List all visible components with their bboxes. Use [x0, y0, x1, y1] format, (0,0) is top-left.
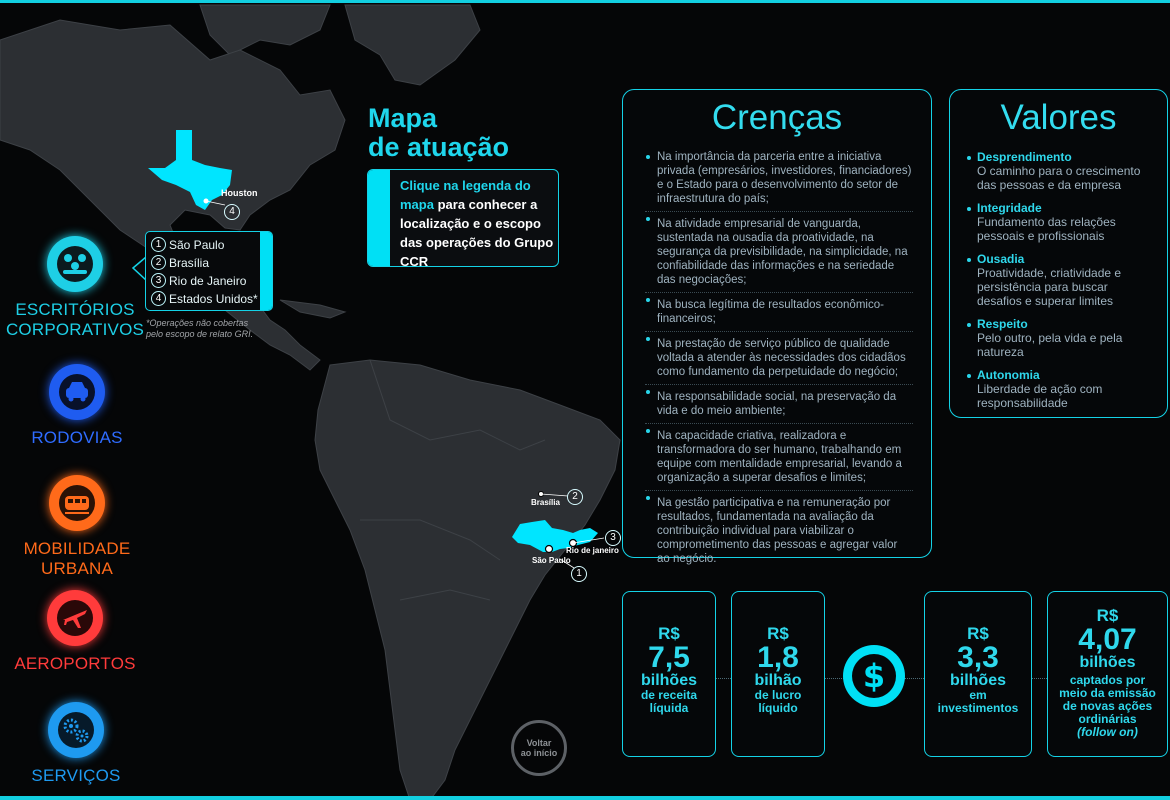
connector-line	[715, 678, 731, 679]
stat-desc: de lucro	[754, 688, 802, 702]
valores-item	[966, 368, 1153, 410]
crencas-item: Na gestão participativa e na remuneração por resultados, fundamentada na avaliação da contribuição individual para viabilizar o comprometimento das pessoas e agregar valor ao negócio.	[645, 490, 913, 566]
valores-item	[966, 252, 1153, 308]
valores-item	[966, 201, 1153, 243]
legend-item-sao-paulo[interactable]	[151, 237, 224, 252]
category-aeroportos[interactable]	[0, 590, 150, 674]
connector-line	[824, 678, 844, 679]
legend-label: Brasília	[169, 255, 210, 270]
map-legend	[145, 231, 273, 311]
stat-value: 3,3	[957, 641, 999, 674]
legend-label: Rio de Janeiro	[169, 273, 247, 288]
legend-number: 1	[151, 237, 166, 252]
voltar-ao-inicio-button[interactable]	[511, 720, 567, 776]
stat-currency: R$	[1096, 606, 1119, 625]
clique-text-rest: para conhecer a localização e o escopo das operações do Grupo CCR	[400, 197, 554, 269]
category-label	[2, 428, 152, 448]
stat-unit: bilhões	[640, 672, 697, 689]
valores-item-title: Autonomia	[977, 368, 1040, 382]
stat-currency: R$	[658, 624, 680, 643]
valores-list	[966, 150, 1153, 410]
stat-receita-liquida	[622, 591, 716, 757]
greenland-shape	[345, 5, 480, 85]
valores-item	[966, 150, 1153, 192]
map-label-sao-paulo: São Paulo	[532, 556, 571, 565]
category-servicos[interactable]	[1, 702, 151, 786]
category-label-line1: AEROPORTOS	[14, 654, 136, 673]
map-label-rio-de-janeiro: Rio de janeiro	[566, 546, 619, 555]
mapa-title-line2: de atuação	[368, 132, 510, 162]
clique-text	[400, 176, 555, 271]
valores-item-desc: Proatividade, criatividade e persistência para buscar desafios e superar limites	[977, 266, 1122, 308]
legend-footnote-line2: pelo escopo de relato GRI.	[146, 329, 254, 339]
stat-value: 1,8	[757, 641, 799, 674]
legend-number: 4	[151, 291, 166, 306]
category-label	[0, 300, 150, 340]
people-icon	[47, 236, 103, 292]
category-label	[1, 766, 151, 786]
car-icon	[49, 364, 105, 420]
valores-panel	[949, 89, 1168, 418]
clique-text-highlight: Clique na legenda do mapa	[400, 178, 531, 212]
stat-value: 7,5	[648, 641, 690, 674]
crencas-item: Na capacidade criativa, realizadora e transformadora do ser humano, trabalhando em equipe com mentalidade empresarial, levando a organização a superar desafios e limites;	[645, 423, 913, 485]
valores-item-desc: Liberdade de ação com responsabilidade	[977, 382, 1103, 410]
stat-desc: de novas ações	[1062, 699, 1153, 713]
legend-label: São Paulo	[169, 237, 225, 252]
valores-title: Valores	[1000, 98, 1117, 137]
caribbean-shape	[280, 300, 345, 318]
crencas-item: Na busca legítima de resultados econômico-financeiros;	[645, 292, 913, 326]
stat-desc: (follow on)	[1077, 725, 1138, 739]
mapa-title-line1: Mapa	[368, 103, 438, 133]
map-marker-4[interactable]: 4	[224, 204, 240, 220]
map-marker-1[interactable]: 1	[571, 566, 587, 582]
legend-accent-bar	[260, 232, 272, 310]
arctic-islands-shape	[200, 5, 330, 55]
crencas-item: Na responsabilidade social, na preservação da vida e do meio ambiente;	[645, 384, 913, 418]
legend-item-rio-de-janeiro[interactable]	[151, 273, 246, 288]
map-marker-2[interactable]: 2	[567, 489, 583, 505]
valores-item-title: Desprendimento	[977, 150, 1072, 164]
category-label	[0, 654, 150, 674]
legend-footnote	[146, 318, 253, 340]
crencas-item: Na prestação de serviço público de qualidade voltada a atender às necessidades dos cidadãos como fundamento da perpetuidade do negócio;	[645, 331, 913, 379]
crencas-list	[645, 150, 913, 566]
stat-desc: ordinárias	[1078, 712, 1137, 726]
dollar-symbol: $	[852, 654, 896, 698]
voltar-label-line2: ao início	[520, 748, 558, 758]
legend-item-brasilia[interactable]	[151, 255, 209, 270]
valores-item-desc: O caminho para o crescimento das pessoas e da empresa	[977, 164, 1141, 192]
stat-desc: meio da emissão	[1059, 686, 1156, 700]
category-escritorios-corporativos[interactable]	[0, 236, 150, 340]
category-label	[2, 539, 152, 579]
valores-item	[966, 317, 1153, 359]
stat-desc: líquido	[758, 701, 798, 715]
stat-desc: de receita	[640, 688, 698, 702]
dollar-icon	[843, 645, 905, 707]
stat-currency: R$	[967, 624, 989, 643]
bottom-accent-line	[0, 796, 1170, 800]
stat-desc: investimentos	[937, 701, 1019, 715]
voltar-label-line1: Voltar	[526, 738, 552, 748]
valores-item-title: Respeito	[977, 317, 1028, 331]
crencas-title: Crenças	[711, 98, 843, 137]
valores-item-title: Integridade	[977, 201, 1042, 215]
category-label-line2: URBANA	[40, 559, 114, 578]
airplane-icon	[47, 590, 103, 646]
stat-currency: R$	[767, 624, 789, 643]
category-label-line1: SERVIÇOS	[31, 766, 121, 785]
category-label-line1: RODOVIAS	[31, 428, 123, 447]
stat-unit: bilhões	[1079, 654, 1136, 671]
valores-item-title: Ousadia	[977, 252, 1025, 266]
legend-number: 2	[151, 255, 166, 270]
stat-value: 4,07	[1078, 623, 1137, 656]
mapa-title	[368, 104, 509, 162]
stat-desc: em	[969, 688, 987, 702]
stat-follow-on	[1047, 591, 1168, 757]
gears-icon	[48, 702, 104, 758]
map-label-brasilia: Brasília	[531, 498, 560, 507]
category-rodovias[interactable]	[2, 364, 152, 448]
legend-item-estados-unidos[interactable]	[151, 291, 258, 306]
category-mobilidade-urbana[interactable]	[2, 475, 152, 579]
clique-arrow-bar	[368, 170, 390, 266]
valores-item-desc: Pelo outro, pela vida e pela natureza	[977, 331, 1123, 359]
crencas-item: Na importância da parceria entre a iniciativa privada (empresários, investidores, financiadores) e o Estado para o desenvolvimento do setor de infraestrutura do país;	[645, 150, 913, 206]
crencas-panel	[622, 89, 932, 565]
stat-investimentos	[924, 591, 1032, 757]
stat-desc: captados por	[1069, 673, 1146, 687]
valores-item-desc: Fundamento das relações pessoais e profissionais	[977, 215, 1116, 243]
stat-lucro-liquido	[731, 591, 825, 757]
legend-number: 3	[151, 273, 166, 288]
map-label-houston: Houston	[221, 188, 258, 198]
category-label-line1: ESCRITÓRIOS	[15, 300, 135, 319]
crencas-item: Na atividade empresarial de vanguarda, sustentada na ousadia da proatividade, na segurança da previsibilidade, na simplicidade, na confiabilidade das informações e na seriedade das negociações;	[645, 211, 913, 287]
map-marker-3[interactable]: 3	[605, 530, 621, 546]
stat-unit: bilhão	[754, 672, 802, 689]
legend-footnote-line1: *Operações não cobertas	[146, 318, 249, 328]
category-label-line2: CORPORATIVOS	[5, 320, 145, 339]
stat-desc: líquida	[649, 701, 689, 715]
clique-callout	[367, 169, 559, 267]
connector-line	[1030, 678, 1047, 679]
category-label-line1: MOBILIDADE	[23, 539, 131, 558]
train-icon	[49, 475, 105, 531]
legend-label: Estados Unidos*	[169, 291, 258, 306]
stat-unit: bilhões	[949, 672, 1006, 689]
connector-line	[904, 678, 924, 679]
